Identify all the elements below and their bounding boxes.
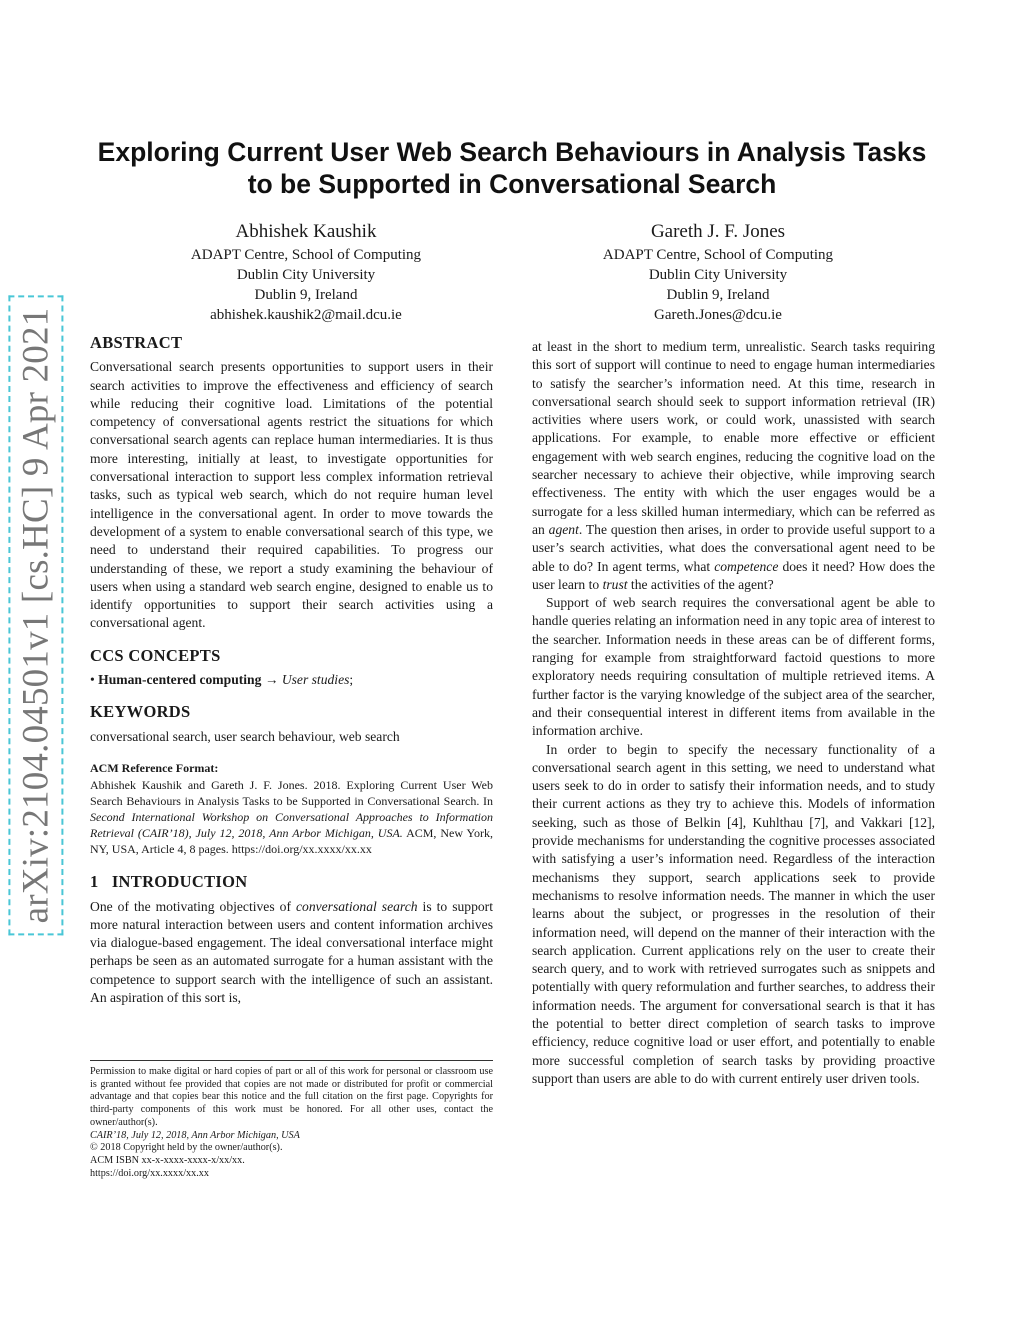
author-name: Abhishek Kaushik: [235, 221, 377, 242]
right-p1-em-competence: competence: [714, 558, 779, 574]
acm-ref-text: [90, 777, 493, 857]
arxiv-identifier: arXiv:2104.04501v1 [cs.HC] 9 Apr 2021: [9, 295, 64, 935]
author-email: Gareth.Jones@dcu.ie: [654, 307, 782, 323]
author-university: Dublin City University: [236, 267, 376, 283]
ccs-bold: Human-centered computing: [98, 672, 262, 688]
footnote-doi: https://doi.org/xx.xxxx/xx.xx: [90, 1167, 209, 1179]
right-p1-em-trust: trust: [602, 576, 628, 592]
ccs-arrow: →: [261, 672, 282, 688]
footnote-isbn: ACM ISBN xx-x-xxxx-xxxx-x/xx/xx.: [90, 1154, 245, 1166]
right-p1-d: the activities of the agent?: [627, 576, 774, 592]
right-paragraph-2: Support of web search requires the conversational agent be able to handle queries relating an information need in any topic area of interest to the searcher. Information needs in these areas can be of different forms, ranging for example from straightforward factoid questions to more exploratory needs requiring consultation of multiple retrieved items. A further factor is the varying knowledge of the subject area of the searcher, and their consequential interest in different items from available in the information archive.: [532, 595, 935, 739]
author-block-1: [106, 220, 506, 325]
intro-text-a: One of the motivating objectives of: [90, 898, 296, 914]
left-column: [90, 334, 493, 1007]
paper-title: Exploring Current User Web Search Behaviours in Analysis Tasks to be Supported in Conversational Search: [97, 137, 927, 199]
right-column: [532, 338, 935, 1088]
ccs-concepts: [90, 671, 493, 689]
ccs-heading: CCS CONCEPTS: [90, 645, 221, 665]
author-affiliation: ADAPT Centre, School of Computing: [190, 247, 422, 263]
author-city: Dublin 9, Ireland: [254, 287, 358, 303]
ccs-end: ;: [349, 672, 354, 688]
right-p1-a: at least in the short to medium term, unrealistic. Search tasks requiring this sort of support will continue to need to engage human intermediaries to satisfy the searcher’s information need. At this time, research in conversational search should seek to support information retrieval (IR) activities where users work, or could work, unassisted with search applications. For example, to enable more effective or efficient engagement with web search engines, reducing the cognitive load on the searcher necessary to achieve their objective, while improving search effectiveness. The entity with which the user engages would be a surrogate for a less skilled human intermediary, which can be referred as an: [532, 339, 935, 537]
footnote-venue-text: CAIR’18, July 12, 2018, Ann Arbor Michigan, USA: [90, 1129, 300, 1141]
intro-heading: 1 INTRODUCTION: [90, 872, 248, 892]
keywords-heading: KEYWORDS: [90, 702, 191, 722]
permission-footnote: [90, 1060, 493, 1180]
intro-paragraph: [90, 898, 493, 1008]
intro-text-b: is to support more natural interaction between users and content information archives via dialogue-based engagement. The ideal conversational interface might perhaps be seen as an automated surrogate for a human assistant with the competence to support search with the intelligence of such an assistant. An aspiration of this sort is,: [90, 898, 493, 1006]
author-name: Gareth J. F. Jones: [650, 221, 786, 242]
author-email: abhishek.kaushik2@mail.dcu.ie: [210, 307, 402, 323]
permission-text: Permission to make digital or hard copies of part or all of this work for personal or classroom use is granted without fee provided that copies are not made or distributed for profit or commercial advantage and that copies bear this notice and the full citation on the first page. Copyrights for third-party components of this work must be honored. For all other uses, contact the owner/author(s).: [90, 1066, 493, 1128]
abstract-heading: ABSTRACT: [90, 333, 183, 352]
right-p1-c: does it need? How does the user learn to: [532, 558, 935, 592]
ccs-italic: User studies: [281, 672, 350, 688]
footnote-venue: [90, 1130, 493, 1143]
abstract-text: Conversational search presents opportunities to support users in their search activities to improve the effectiveness and efficiency of search while reducing their cognitive load. Limitations of the potential competency of conversational agents restrict the situations for which conversational search agents can replace human intermediaries. It is thus more interesting, initially at least, to investigate opportunities for conversational interaction to support less complex information retrieval tasks, such as typical web search, which do not require human level intelligence in the conversational agent. In order to move towards the development of a system to enable conversational search of this type, we need to understand their required capabilities. To progress our understanding of these, we report a study examining the behaviour of users when using a standard web search engine, designed to enable us to identify opportunities to support their search activities using a conversational agent.: [90, 359, 493, 631]
author-city: Dublin 9, Ireland: [666, 287, 770, 303]
acm-ref-heading: ACM Reference Format:: [90, 760, 219, 775]
author-block-2: [518, 220, 918, 325]
ccs-bullet: •: [90, 672, 99, 688]
arxiv-side-stamp: [10, 307, 62, 923]
footnote-copyright: © 2018 Copyright held by the owner/author(s).: [90, 1142, 283, 1154]
right-paragraph-1: [532, 338, 935, 594]
intro-emphasis: conversational search: [295, 898, 418, 914]
acm-ref-part2: ACM, New York, NY, USA, Article 4, 8 pages. https://doi.org/xx.xxxx/xx.xx: [90, 826, 494, 857]
author-university: Dublin City University: [648, 267, 788, 283]
keywords-text: conversational search, user search behaviour, web search: [90, 728, 400, 744]
acm-ref-part1: Abhishek Kaushik and Gareth J. F. Jones. 2018. Exploring Current User Web Search Behaviours in Analysis Tasks to be Supported in Conversational Search. In: [90, 778, 493, 809]
right-paragraph-3: In order to begin to specify the necessary functionality of a conversational search agent in this setting, we need to understand what users seek to do in order to satisfy their information needs, and to study their current actions as they try to achieve this. Models of information seeking, such as those of Belkin [4], Kuhlthau [7], and Vakkari [12], provide mechanisms for understanding the cognitive processes associated with satisfying a user’s information need. Regardless of the interaction mechanisms they support, search applications seek to provide mechanisms to resolve information needs. The manner in which the user learns about the subject, or progresses in the resolution of their information need, will depend on the manner of their interaction with the search application. Current applications rely on the user to create their search query, and to work with retrieved surrogates such as snippets and potentially with query reformulation and further searches, to address their information needs. The argument for conversational search is that it has the potential to better direct completion of search tasks to improve efficiency, reduce cognitive load or user effort, and potentially to enable more successful completion of search tasks by providing proactive support than users are able to do with current entirely user driven tools.: [532, 741, 935, 1086]
right-p1-b: . The question then arises, in order to provide useful support to a user’s search activities, what does the conversational agent need to be able to do? In agent terms, what: [532, 521, 935, 574]
acm-ref-venue: Second International Workshop on Conversational Approaches to Information Retrieval (CAIR’18), July 12, 2018, Ann Arbor Michigan, USA.: [90, 810, 493, 841]
right-p1-em-agent: agent: [548, 521, 579, 537]
author-affiliation: ADAPT Centre, School of Computing: [602, 247, 834, 263]
